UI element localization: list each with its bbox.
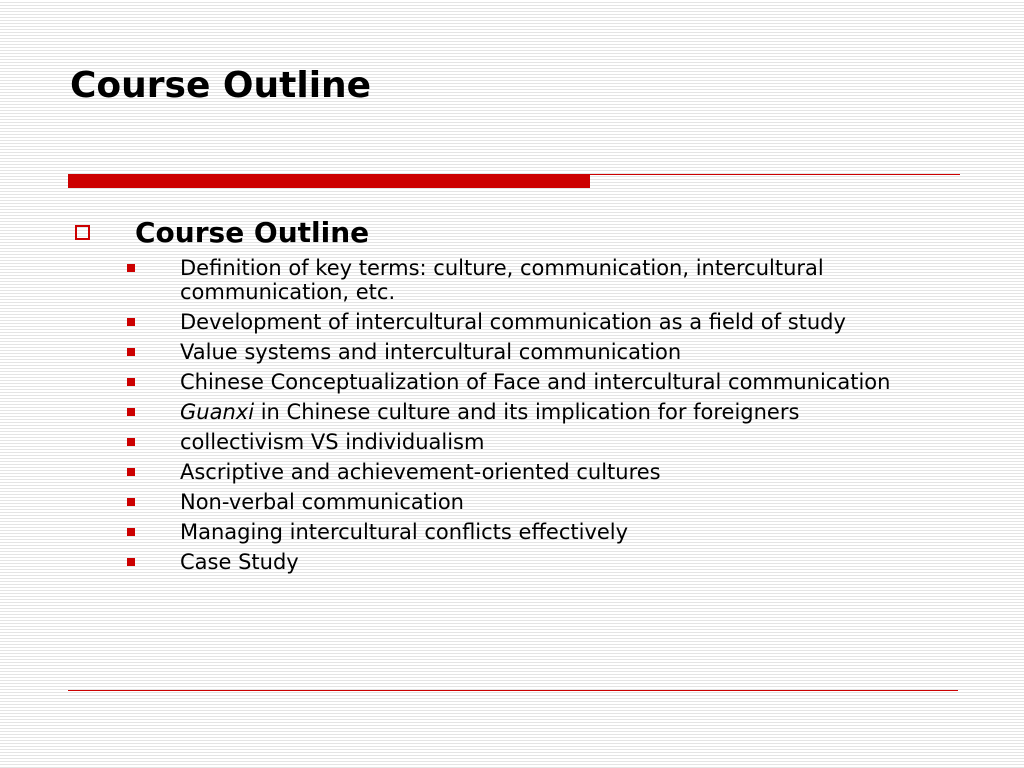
square-bullet-icon	[127, 378, 135, 386]
list-item-text: Chinese Conceptualization of Face and intercultural communication	[180, 370, 891, 394]
square-bullet-icon	[127, 318, 135, 326]
list-item-text: in Chinese culture and its implication for foreigners	[254, 400, 800, 424]
list-item	[70, 430, 940, 454]
square-bullet-icon	[127, 468, 135, 476]
list-item	[70, 370, 940, 394]
topic-list	[70, 256, 970, 574]
hollow-square-bullet-icon	[75, 225, 90, 240]
list-item	[70, 400, 940, 424]
section-header	[70, 212, 970, 254]
square-bullet-icon	[127, 558, 135, 566]
list-item-text: Definition of key terms: culture, communication, intercultural communication, etc.	[180, 256, 824, 304]
list-item	[70, 460, 940, 484]
list-item-text: Development of intercultural communication as a field of study	[180, 310, 846, 334]
square-bullet-icon	[127, 438, 135, 446]
square-bullet-icon	[127, 264, 135, 272]
list-item	[70, 550, 940, 574]
list-item-text: Value systems and intercultural communication	[180, 340, 682, 364]
list-item-text: Ascriptive and achievement-oriented cultures	[180, 460, 661, 484]
list-item-text: Case Study	[180, 550, 299, 574]
square-bullet-icon	[127, 498, 135, 506]
list-item-text: Non-verbal communication	[180, 490, 464, 514]
list-item	[70, 520, 940, 544]
slide-title: Course Outline	[70, 65, 372, 106]
list-item	[70, 340, 940, 364]
list-item	[70, 256, 940, 304]
square-bullet-icon	[127, 348, 135, 356]
list-item	[70, 310, 940, 334]
square-bullet-icon	[127, 528, 135, 536]
list-item	[70, 490, 940, 514]
title-divider	[68, 174, 960, 188]
title-divider-thin	[590, 174, 960, 175]
footer-divider	[68, 690, 958, 691]
list-item-text: Managing intercultural conflicts effectively	[180, 520, 629, 544]
title-divider-thick	[68, 174, 590, 188]
square-bullet-icon	[127, 408, 135, 416]
slide-body	[70, 212, 970, 580]
list-item-text: collectivism VS individualism	[180, 430, 485, 454]
section-heading: Course Outline	[135, 216, 370, 249]
list-item-emphasis: Guanxi	[180, 400, 255, 424]
